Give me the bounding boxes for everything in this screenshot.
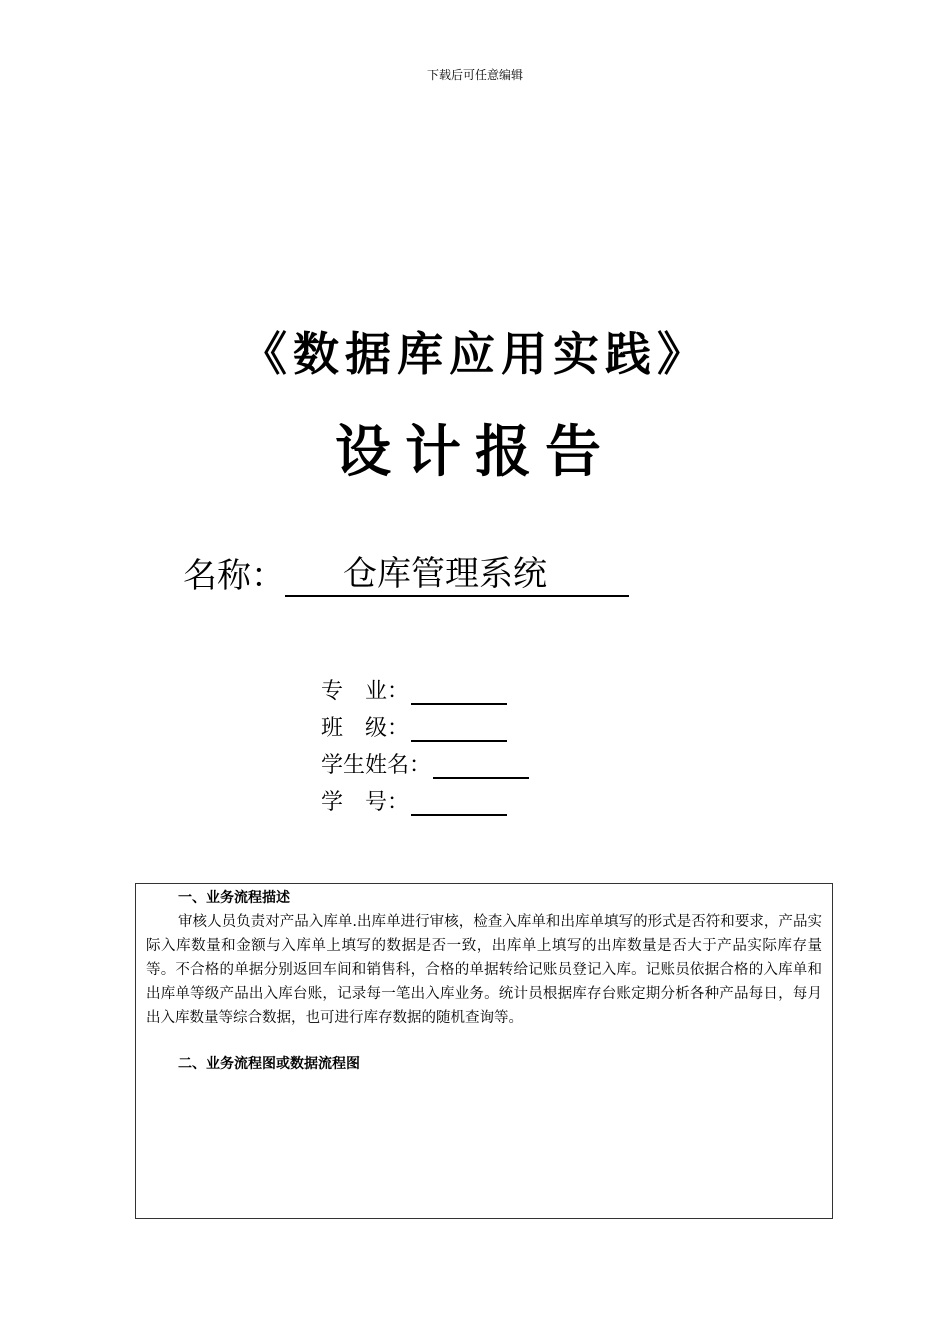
content-box <box>135 883 833 1219</box>
header-note: 下载后可任意编辑 <box>426 68 523 82</box>
project-name-row <box>183 548 629 597</box>
student-id-blank <box>411 788 507 816</box>
class-label: 班 级： <box>321 716 410 741</box>
section-body-process-description: 审核人员负责对产品入库单.出库单进行审核，检查入库单和出库单填写的形式是否符和要求，产品实际入库数量和金额与入库单上填写的数据是否一致，出库单上填写的出库数量是否大于产品实际库存量等。不合格的单据分别返回车间和销售科，合格的单据转给记账员登记入库。记账员依据合格的入库单和出库单等级产品出入库台账，记录每一笔出入库业务。统计员根据库存台账定期分析各种产品每日，每月出入库数量等综合数据，也可进行库存数据的随机查询等。 <box>146 914 822 1026</box>
project-name-value: 仓库管理系统 <box>285 553 629 597</box>
section-heading-process-description: 一、业务流程描述 <box>178 890 290 906</box>
student-info <box>321 668 529 816</box>
class-blank <box>411 714 507 742</box>
info-row-student-name <box>321 742 529 779</box>
student-id-label: 学 号： <box>321 790 410 815</box>
student-name-blank <box>433 751 529 779</box>
student-name-label: 学生姓名： <box>321 753 432 778</box>
report-title: 《数据库应用实践》 <box>241 327 709 381</box>
info-row-class <box>321 705 529 742</box>
project-name-label: 名称： <box>183 556 285 596</box>
report-subtitle: 设计报告 <box>335 420 615 485</box>
major-blank <box>411 677 507 705</box>
info-row-student-id <box>321 779 529 816</box>
section-heading-flow-diagram: 二、业务流程图或数据流程图 <box>178 1056 360 1072</box>
info-row-major <box>321 668 529 705</box>
major-label: 专 业： <box>321 679 410 704</box>
